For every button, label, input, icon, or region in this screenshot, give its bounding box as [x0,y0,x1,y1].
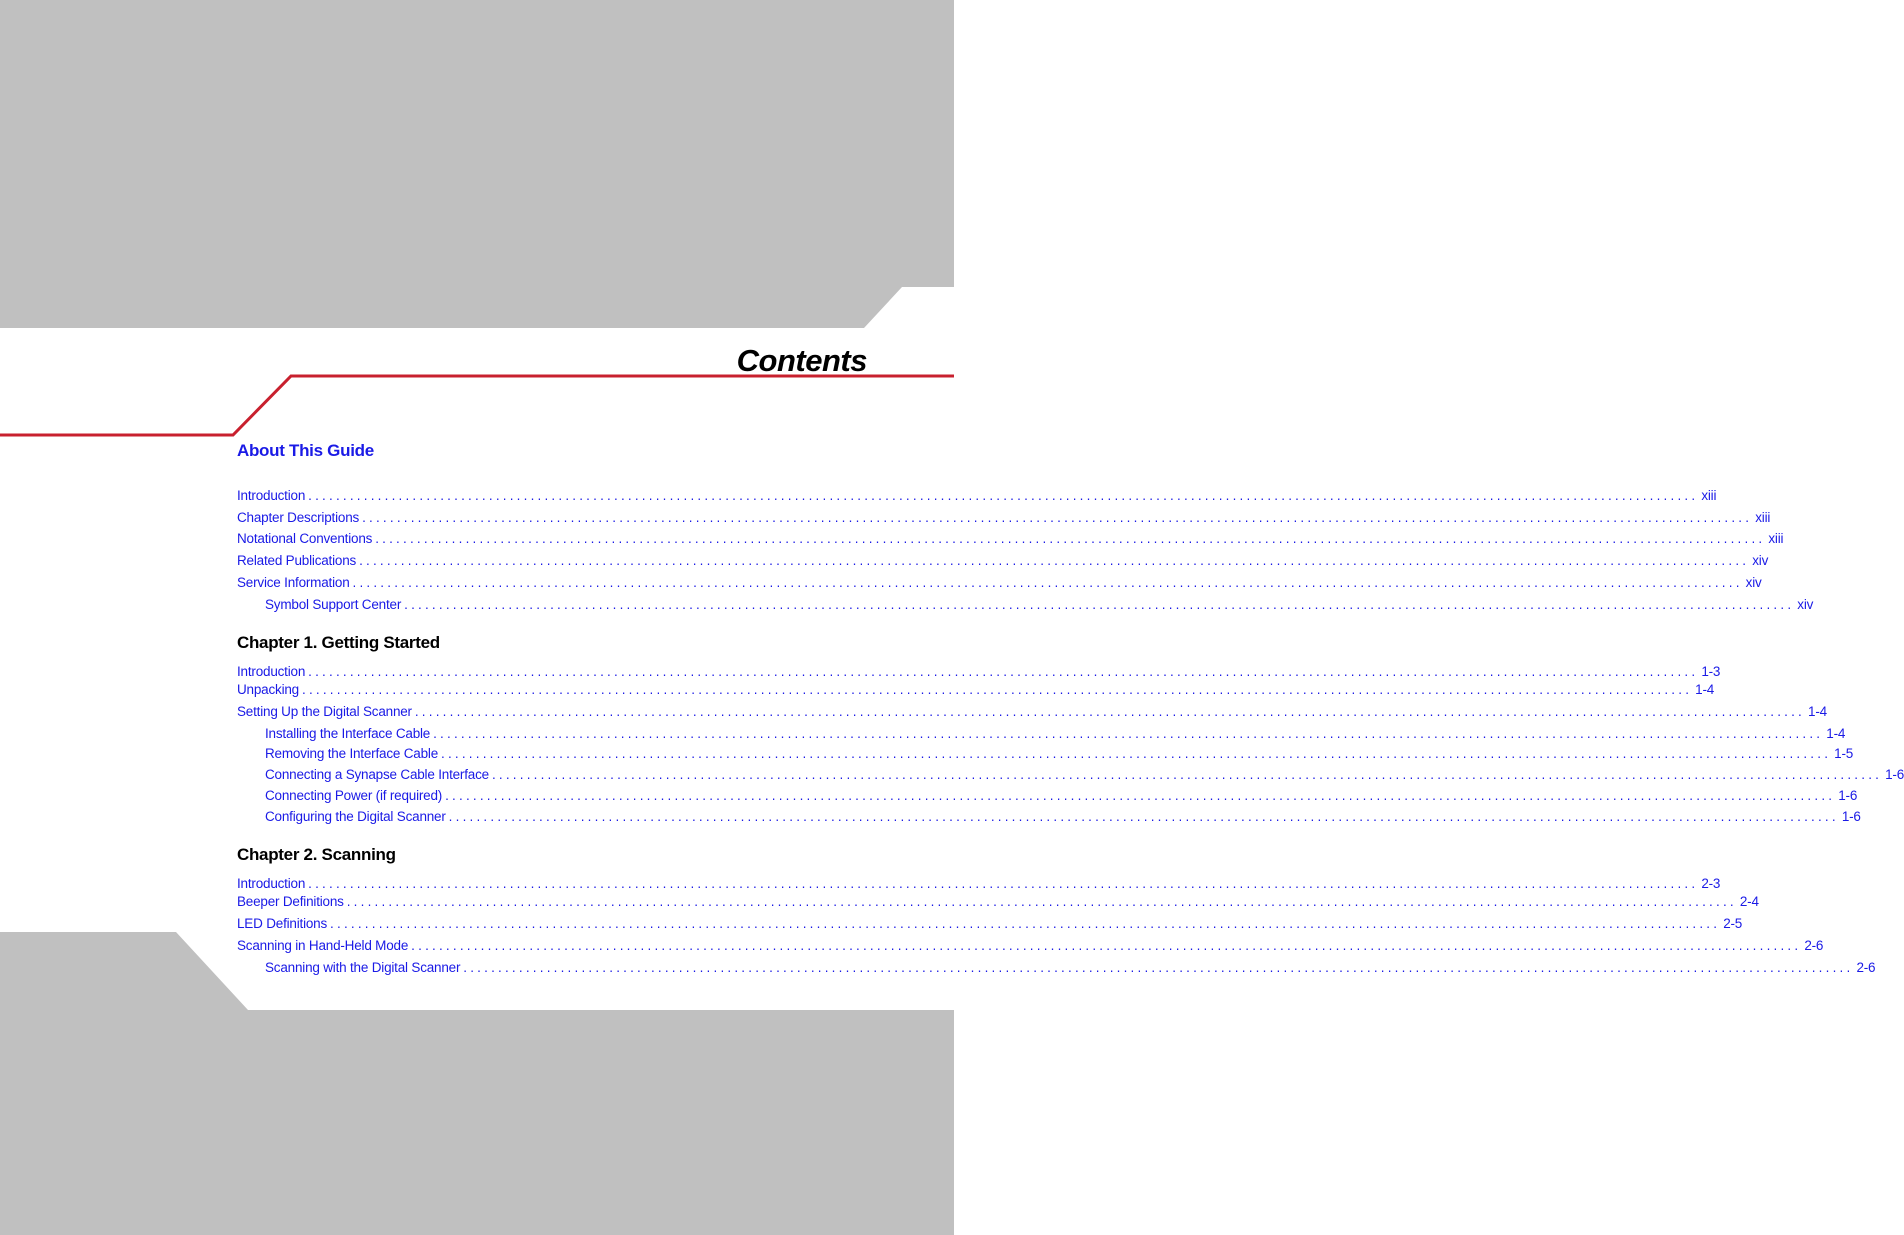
toc-entry-page[interactable]: 1-5 [1834,746,1854,761]
toc-entry[interactable] [237,552,1769,570]
dot-leader: ........................................................................................................................................................................................................ [362,510,1753,525]
top-gray-band [0,0,954,328]
toc-entry-row [265,745,1854,763]
toc-entry[interactable] [237,681,1715,699]
toc-entry-label[interactable]: Chapter Descriptions [237,510,360,525]
dot-leader: ........................................................................................................................................................................................................ [302,682,1693,697]
toc-entry-label[interactable]: Service Information [237,575,350,590]
toc-entry[interactable] [265,766,1904,784]
toc-entry[interactable] [237,530,1784,548]
toc-entry-page[interactable]: xiv [1797,597,1814,612]
dot-leader: ........................................................................................................................................................................................................ [445,788,1836,803]
toc-entry[interactable] [265,596,1814,614]
toc-entry-page[interactable]: xiv [1752,553,1769,568]
toc-entry-page[interactable]: xiii [1755,510,1771,525]
toc-entry-row [237,574,1762,592]
toc-entry-page[interactable]: 2-6 [1856,960,1876,975]
toc-entry-page[interactable]: 1-6 [1841,809,1861,824]
toc-entry[interactable] [237,487,1717,505]
section-heading: Chapter 1. Getting Started [237,633,440,652]
toc-entry-label[interactable]: Setting Up the Digital Scanner [237,704,412,719]
toc-entry-page[interactable]: 1-6 [1885,767,1904,782]
toc-entry-label[interactable]: Scanning in Hand-Held Mode [237,938,409,953]
toc-entry-page[interactable]: 2-3 [1701,876,1721,891]
toc-entry-row [237,552,1769,570]
toc-entry-page[interactable]: 2-5 [1723,916,1743,931]
toc-entry-row [265,787,1858,805]
dot-leader: ........................................................................................................................................................................................................ [433,726,1824,741]
page-title: Contents [736,343,867,378]
section-heading[interactable]: About This Guide [237,441,374,460]
toc-entry[interactable] [237,574,1762,592]
toc-entry-row [265,959,1876,977]
dot-leader: ........................................................................................................................................................................................................ [346,894,1737,909]
toc-entry[interactable] [265,808,1861,826]
toc-entry[interactable] [265,745,1854,763]
toc-entry[interactable] [265,787,1858,805]
toc-entry[interactable] [265,959,1876,977]
toc-entry-row [265,766,1904,784]
toc-entry-page[interactable]: xiii [1701,488,1717,503]
toc-entry-row [265,808,1861,826]
toc-entry-label[interactable]: Unpacking [237,682,299,697]
dot-leader: ........................................................................................................................................................................................................ [491,767,1883,782]
toc-entry[interactable] [237,915,1743,933]
toc-entry-row [237,703,1827,721]
toc-entry-page[interactable]: xiii [1768,531,1784,546]
dot-leader: ........................................................................................................................................................................................................ [463,960,1854,975]
toc-entry-label[interactable]: Scanning with the Digital Scanner [265,960,461,975]
red-accent-line [0,376,954,435]
toc-entry-page[interactable]: 1-4 [1808,704,1827,719]
toc-entry-page[interactable]: 1-3 [1701,664,1721,679]
toc-entry-label[interactable]: Notational Conventions [237,531,373,546]
dot-leader: ........................................................................................................................................................................................................ [411,938,1802,953]
toc-entry-page[interactable]: 2-4 [1739,894,1759,909]
toc-entry-row [237,487,1717,505]
toc-entry-label[interactable]: Introduction [237,876,306,891]
toc-entry-label[interactable]: Symbol Support Center [265,597,402,612]
toc-entry-page[interactable]: 1-4 [1695,682,1715,697]
toc-entry-page[interactable]: 1-4 [1826,726,1846,741]
dot-leader: ........................................................................................................................................................................................................ [308,664,1699,679]
toc-entry-label[interactable]: Related Publications [237,553,357,568]
dot-leader: ........................................................................................................................................................................................................ [359,553,1750,568]
toc-entry-row [237,875,1721,893]
toc-entry-label[interactable]: LED Definitions [237,916,328,931]
dot-leader: ........................................................................................................................................................................................................ [375,531,1766,546]
dot-leader: ........................................................................................................................................................................................................ [414,704,1806,719]
toc-entry-row [237,663,1721,681]
toc-entry-label[interactable]: Introduction [237,664,306,679]
toc-entry[interactable] [265,725,1846,743]
toc-entry-page[interactable]: 2-6 [1804,938,1824,953]
dot-leader: ........................................................................................................................................................................................................ [404,597,1795,612]
toc-entry[interactable] [237,703,1827,721]
toc-entry-label[interactable]: Configuring the Digital Scanner [265,809,446,824]
bottom-gray-band [0,932,954,1235]
toc-entry-label[interactable]: Connecting Power (if required) [265,788,443,803]
toc-entry-row [265,596,1814,614]
dot-leader: ........................................................................................................................................................................................................ [308,876,1699,891]
toc-entry-page[interactable]: 1-6 [1838,788,1858,803]
toc-entry[interactable] [237,893,1759,911]
toc-entry[interactable] [237,875,1721,893]
toc-entry-label[interactable]: Introduction [237,488,306,503]
toc-entry-row [237,893,1759,911]
toc-entry-row [237,530,1784,548]
toc-entry-row [237,937,1824,955]
dot-leader: ........................................................................................................................................................................................................ [308,488,1699,503]
toc-entry[interactable] [237,663,1721,681]
toc-entry-label[interactable]: Connecting a Synapse Cable Interface [265,767,489,782]
dot-leader: ........................................................................................................................................................................................................ [330,916,1721,931]
toc-entry-row [237,509,1771,527]
toc-entry-page[interactable]: xiv [1745,575,1762,590]
dot-leader: ........................................................................................................................................................................................................ [448,809,1839,824]
toc-entry-label[interactable]: Removing the Interface Cable [265,746,438,761]
toc-entry-row [265,725,1846,743]
toc-entry-row [237,681,1715,699]
toc-entry-row [237,915,1743,933]
toc-entry-label[interactable]: Installing the Interface Cable [265,726,431,741]
toc-entry[interactable] [237,937,1824,955]
toc-entry-label[interactable]: Beeper Definitions [237,894,344,909]
section-heading: Chapter 2. Scanning [237,845,396,864]
toc-entry[interactable] [237,509,1771,527]
dot-leader: ........................................................................................................................................................................................................ [441,746,1832,761]
dot-leader: ........................................................................................................................................................................................................ [352,575,1743,590]
